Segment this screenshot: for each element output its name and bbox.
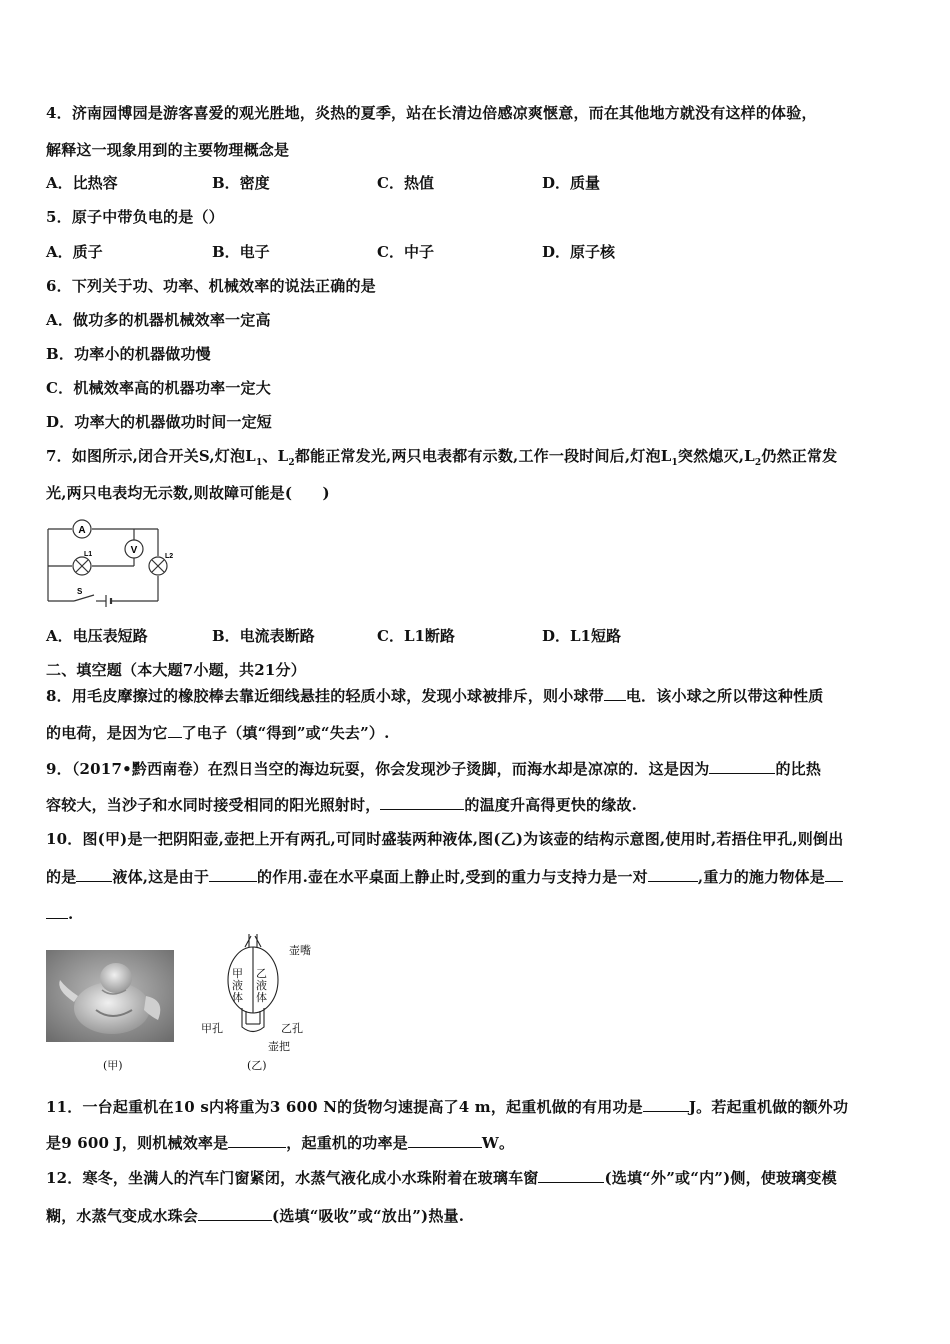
section-2-title: 二、填空题（本大题7小题，共21分） [46, 661, 306, 679]
q12-stem-line2: 糊，水蒸气变成水珠会 (选填“吸收”或“放出”)热量. [46, 1207, 465, 1225]
q9-stem-line1: 9．（2017•黔西南卷）在烈日当空的海边玩耍，你会发现沙子烫脚，而海水却是凉凉的．这是因为 的比热 [46, 760, 822, 778]
q6-option-c[interactable]: C．机械效率高的机器功率一定大 [46, 379, 271, 397]
q11-stem-line2: 是9 600 J，则机械效率是 ，起重机的功率是 W。 [46, 1134, 515, 1152]
q8-blank-2[interactable] [168, 722, 182, 738]
fig-jia-caption: (甲) [103, 1059, 123, 1072]
q8-blank-1[interactable] [604, 685, 626, 701]
q11-stem-line1: 11．一台起重机在10 s内将重为3 600 N的货物匀速提高了4 m，起重机做的有用功是 J。若起重机做的额外功 [46, 1098, 849, 1116]
teapot-photo [46, 950, 174, 1042]
label-yi-liquid: 乙液体 [256, 967, 267, 1004]
lamp2-label: L2 [165, 553, 174, 560]
q4-option-c[interactable]: C．热值 [377, 174, 434, 192]
q11-blank-1[interactable] [643, 1096, 689, 1112]
q11-blank-2[interactable] [228, 1132, 286, 1148]
label-yi-hole: 乙孔 [281, 1022, 303, 1035]
q7-stem-line2: 光,两只电表均无示数,则故障可能是( ) [46, 484, 330, 502]
q12-blank-2[interactable] [198, 1205, 272, 1221]
q10-stem-line2: 的是 液体,这是由于 的作用.壶在水平桌面上静止时,受到的重力与支持力是一对 ,重力的施力物体是 [46, 866, 843, 887]
q10-stem-line3: . [46, 903, 73, 924]
label-jia-hole: 甲孔 [201, 1022, 223, 1035]
q4-stem-line1: 4．济南园博园是游客喜爱的观光胜地，炎热的夏季，站在长清边倍感凉爽惬意，而在其他地方就没有这样的体验， [46, 104, 817, 122]
q9-blank-1[interactable] [709, 758, 775, 774]
q7-option-d[interactable]: D．L1短路 [542, 627, 621, 645]
q9-blank-2[interactable] [380, 794, 464, 810]
q5-option-c[interactable]: C．中子 [377, 243, 434, 261]
q6-option-a[interactable]: A．做功多的机器机械效率一定高 [46, 311, 271, 329]
voltmeter-label: V [130, 545, 138, 556]
q10-stem-line1: 10．图(甲)是一把阴阳壶,壶把上开有两孔,可同时盛装两种液体,图(乙)为该壶的结构示意图,使用时,若捂住甲孔,则倒出 [46, 830, 844, 848]
lamp1-label: L1 [84, 551, 93, 558]
label-handle: 壶把 [268, 1040, 290, 1053]
q7-option-a[interactable]: A．电压表短路 [46, 627, 148, 645]
q4-option-d[interactable]: D．质量 [542, 174, 601, 192]
q10-blank-1[interactable] [76, 866, 112, 882]
q12-blank-1[interactable] [538, 1167, 604, 1183]
label-jia-liquid: 甲液体 [232, 967, 243, 1004]
teapot-structure-diagram [222, 932, 280, 1050]
q6-stem: 6．下列关于功、功率、机械效率的说法正确的是 [46, 277, 376, 295]
q10-blank-4b[interactable] [46, 903, 68, 919]
q5-option-d[interactable]: D．原子核 [542, 243, 616, 261]
q8-stem-line1: 8．用毛皮摩擦过的橡胶棒去靠近细线悬挂的轻质小球，发现小球被排斥，则小球带 电．该小球之所以带这种性质 [46, 687, 824, 705]
q4-stem-line2: 解释这一现象用到的主要物理概念是 [46, 141, 290, 159]
q12-stem-line1: 12．寒冬，坐满人的汽车门窗紧闭，水蒸气液化成小水珠附着在玻璃车窗 (选填“外”或“内”)侧，使玻璃变模 [46, 1169, 837, 1187]
q7-circuit-diagram [44, 515, 174, 607]
q10-blank-4a[interactable] [825, 866, 843, 882]
q5-option-b[interactable]: B．电子 [212, 243, 270, 261]
q6-option-d[interactable]: D．功率大的机器做功时间一定短 [46, 413, 273, 431]
fig-yi-caption: (乙) [247, 1059, 267, 1072]
q10-blank-2[interactable] [209, 866, 257, 882]
q7-stem-line1: 7．如图所示,闭合开关S,灯泡$L_1$、$L_2$都能正常发光,两只电表都有示数,工作一段时间后,灯泡$L_1$突然熄灭$,L_2$仍然正常发 [46, 447, 838, 468]
q5-option-a[interactable]: A．质子 [46, 243, 103, 261]
label-spout: 壶嘴 [289, 944, 311, 957]
q7-option-b[interactable]: B．电流表断路 [212, 627, 315, 645]
q11-blank-3[interactable] [408, 1132, 482, 1148]
q4-option-b[interactable]: B．密度 [212, 174, 270, 192]
q9-stem-line2: 容较大，当沙子和水同时接受相同的阳光照射时， 的温度升高得更快的缘故. [46, 796, 638, 814]
q7-option-c[interactable]: C．L1断路 [377, 627, 455, 645]
ammeter-label: A [78, 525, 86, 536]
q4-option-a[interactable]: A．比热容 [46, 174, 118, 192]
q6-option-b[interactable]: B．功率小的机器做功慢 [46, 345, 211, 363]
q10-blank-3[interactable] [648, 866, 698, 882]
switch-label: S [77, 587, 83, 596]
q8-stem-line2: 的电荷，是因为它 了电子（填“得到”或“失去”）. [46, 724, 390, 742]
q5-stem: 5．原子中带负电的是（） [46, 208, 224, 226]
